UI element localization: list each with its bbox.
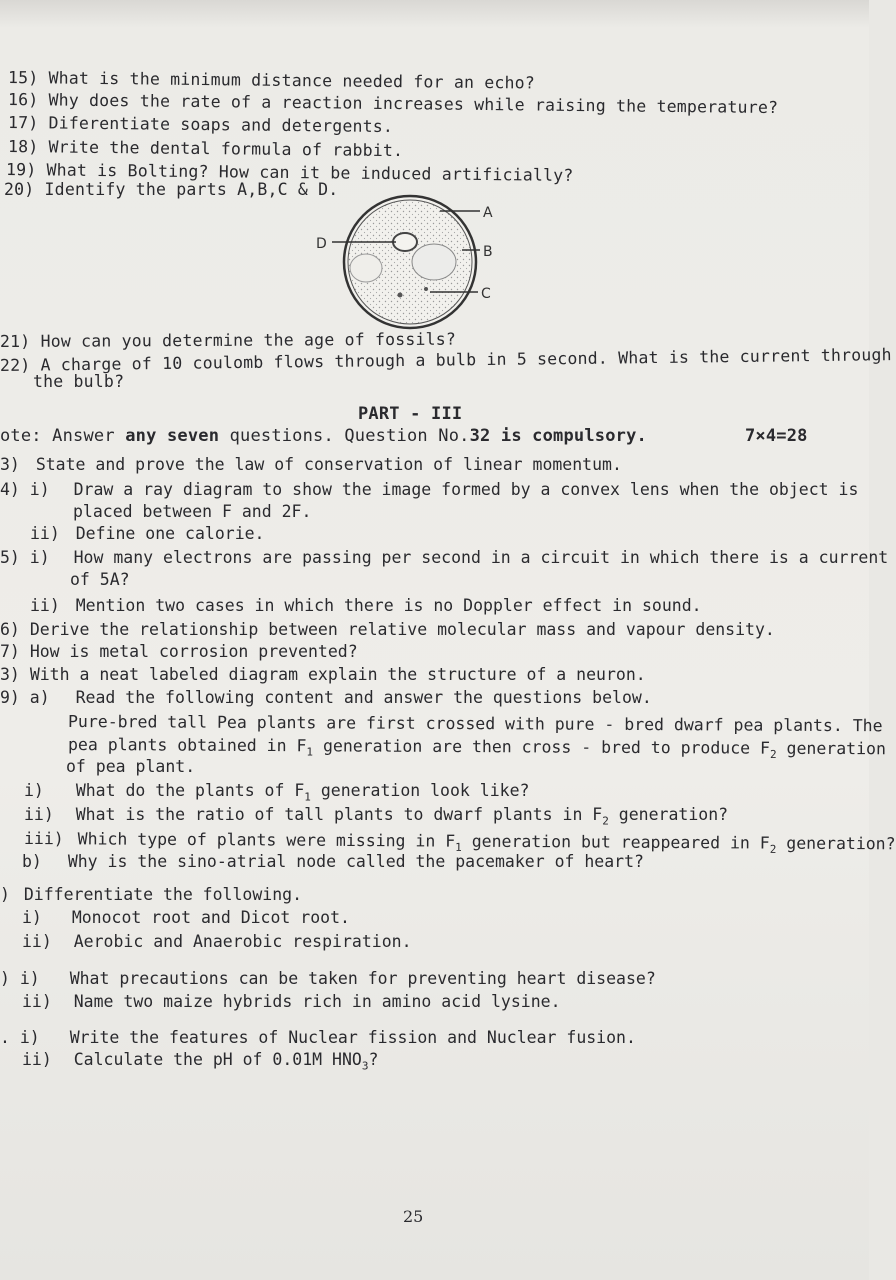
question-18 [8,137,403,161]
question-35-ii [30,596,702,616]
question-number: 4) i) [0,480,50,499]
part-heading: PART - III [358,404,463,424]
passage-line-3: of pea plant. [66,757,196,776]
question-number: ii) [24,805,54,824]
question-text: Write the features of Nuclear fission and Nuclear fusion. [69,1028,636,1047]
question-text: How can you determine the age of fossils? [40,329,457,351]
label-b: B [483,244,493,260]
question-number: 19) [5,160,37,180]
question-17 [8,113,393,137]
question-35-i-cont: of 5A? [70,570,130,589]
question-22-cont [33,372,124,392]
question-text: Read the following content and answer the questions below. [75,688,652,707]
question-41-ii [22,992,561,1012]
organelle [424,287,428,291]
question-number: iii) [23,829,64,849]
passage-line-1: Pure-bred tall Pea plants are first crossed with pure - bred dwarf pea plants. The [67,712,883,736]
passage-line-2: pea plants obtained in $F_1$ generation are then cross - bred to produce $F_2$ generation [67,735,886,762]
question-text: State and prove the law of conservation of linear momentum. [35,455,622,474]
label-d: D [316,236,327,252]
question-text: Define one calorie. [75,524,265,543]
question-number: 22) [0,355,31,375]
question-number: ii) [22,932,52,951]
question-text: What do the plants of $F_1$ generation look like? [75,781,530,804]
question-text: Diferentiate soaps and detergents. [48,113,394,137]
marks: 7×4=28 [745,426,808,446]
question-15 [8,68,535,94]
question-number: 3) [0,665,20,684]
question-text: Why does the rate of a reaction increases while raising the temperature? [48,90,779,118]
nucleus [393,233,417,251]
question-number: 21) [0,331,31,351]
question-39-i [24,781,530,804]
question-text: A charge of 10 coulomb flows through a bulb in 5 second. What is the current through [40,345,892,375]
question-38 [0,665,646,685]
question-36 [0,620,775,640]
question-33 [0,455,622,475]
question-text: Calculate the pH of 0.01M $HNO_3$? [73,1050,379,1073]
question-number: b) [22,852,42,871]
question-39-iii [24,829,896,854]
question-number: 6) [0,620,20,639]
question-39-ii [24,805,729,828]
question-35-i [0,548,888,568]
vacuole [412,244,456,280]
question-37 [0,642,358,662]
question-text: What is the ratio of tall plants to dwarf plants in $F_2$ generation? [75,805,729,828]
question-number: 5) i) [0,548,50,567]
question-34-i-cont: placed between F and 2F. [73,502,312,521]
organelle [398,293,403,298]
question-number: 7) [0,642,20,661]
question-text: Why is the sino-atrial node called the pacemaker of heart? [67,852,644,871]
question-number: ii) [30,596,60,615]
question-text: Mention two cases in which there is no Doppler effect in sound. [75,596,702,615]
question-34-ii [30,524,265,544]
question-number: 18) [7,137,39,157]
vacuole-small [350,254,382,282]
question-text: the bulb? [33,372,125,391]
question-40-ii [22,932,412,952]
question-39-b [22,852,644,872]
question-text: Write the dental formula of rabbit. [48,137,404,161]
question-21 [0,330,456,352]
question-41-i [0,969,656,989]
question-number: ) [0,885,10,904]
question-20 [4,180,338,200]
question-text: How is metal corrosion prevented? [29,642,358,661]
question-text: What precautions can be taken for preventing heart disease? [69,969,656,988]
question-text: What is the minimum distance needed for an echo? [48,68,536,93]
question-40 [0,885,302,905]
question-number: ii) [22,992,52,1011]
question-text: Draw a ray diagram to show the image formed by a convex lens when the object is [73,480,859,499]
question-40-i [22,908,350,928]
question-number: 17) [7,113,39,133]
question-number: i) [24,781,44,800]
question-text: Aerobic and Anaerobic respiration. [73,932,412,951]
cell-diagram [300,198,510,333]
question-number: 16) [7,90,39,110]
question-number: 15) [7,68,39,88]
question-number: 9) a) [0,688,50,707]
question-text: What is Bolting? How can it be induced artificially? [46,160,574,185]
question-42-i [0,1028,636,1048]
question-number: ) i) [0,969,40,988]
question-text: With a neat labeled diagram explain the structure of a neuron. [29,665,646,684]
question-42-ii [22,1050,379,1073]
page-number: 25 [403,1207,424,1226]
question-number: i) [22,908,42,927]
question-39-a [0,688,652,708]
label-a: A [483,205,493,221]
question-text: Differentiate the following. [23,885,303,904]
question-number: ii) [22,1050,52,1069]
question-text: Derive the relationship between relative molecular mass and vapour density. [29,620,775,639]
question-text: Identify the parts A,B,C & D. [44,180,339,199]
question-number: ii) [30,524,60,543]
question-text: Which type of plants were missing in $F_1$ generation but reappeared in $F_2$ generation? [77,829,896,856]
label-c: C [481,286,491,302]
question-number: 3) [0,455,20,474]
question-text: Monocot root and Dicot root. [71,908,350,927]
question-number: 20) [4,180,35,199]
part-note: ote: Answer any seven questions. Question No.32 is compulsory. [0,426,647,446]
question-number: . i) [0,1028,40,1047]
question-34-i [0,480,858,500]
question-text: How many electrons are passing per second in a circuit in which there is a current [73,548,889,567]
question-text: Name two maize hybrids rich in amino acid lysine. [73,992,561,1011]
